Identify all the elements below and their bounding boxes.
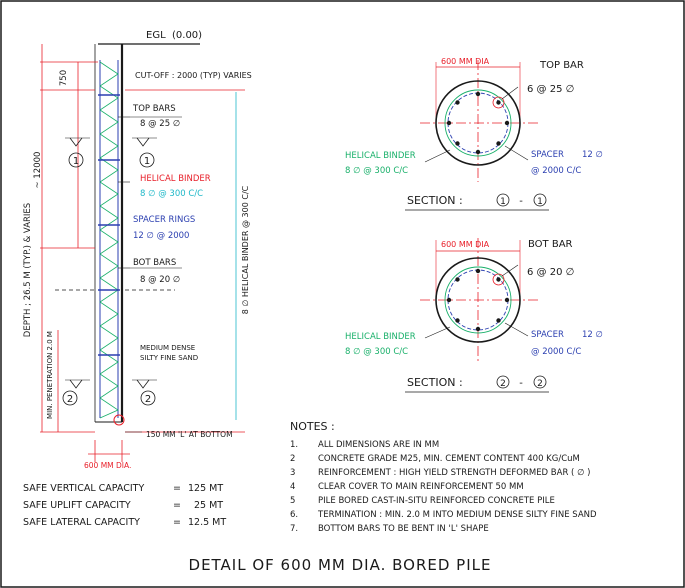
dim-750: 750 (59, 69, 69, 87)
note-number: 5 (290, 496, 296, 506)
note-number: 6. (290, 510, 299, 520)
cutoff-label: CUT-OFF : 2000 (TYP) VARIES (135, 71, 252, 80)
sec1-bar-spec: 6 @ 25 ∅ (527, 84, 575, 95)
marker-label: 1 (500, 197, 506, 207)
l-bottom-label: 150 MM 'L' AT BOTTOM (146, 430, 233, 439)
note-text: BOTTOM BARS TO BE BENT IN 'L' SHAPE (318, 524, 489, 534)
sec1-helical-label: HELICAL BINDER (345, 151, 416, 161)
note-number: 2 (290, 454, 296, 464)
capacity-eq: = (173, 500, 181, 511)
note-number: 1. (290, 440, 299, 450)
helical-binder-spec: 8 ∅ @ 300 C/C (140, 189, 204, 199)
sec2-helical-label: HELICAL BINDER (345, 332, 416, 342)
section-2-2 (345, 238, 603, 392)
sec1-caption: SECTION : (407, 194, 463, 207)
top-bars-label: TOP BARS (133, 104, 176, 114)
sec2-spacer-size: 12 ∅ (582, 330, 603, 340)
egl-label: EGL (146, 30, 166, 41)
capacity-eq: = (173, 483, 181, 494)
capacity-label: SAFE UPLIFT CAPACITY (23, 500, 131, 511)
sec2-helical-spec: 8 ∅ @ 300 C/C (345, 347, 409, 357)
capacities-block (23, 483, 226, 528)
bot-bars-spec: 8 @ 20 ∅ (140, 275, 181, 285)
sec1-helical-spec: 8 ∅ @ 300 C/C (345, 166, 409, 176)
marker-label: 2 (144, 394, 152, 405)
capacity-value: 25 MT (194, 500, 224, 511)
spacer-rings-label: SPACER RINGS (133, 215, 196, 225)
capacity-value: 12.5 MT (188, 517, 227, 528)
pile-elevation (23, 30, 252, 470)
note-text: ALL DIMENSIONS ARE IN MM (318, 440, 440, 450)
capacity-label: SAFE VERTICAL CAPACITY (23, 483, 145, 494)
egl-value: (0.00) (172, 30, 203, 41)
sec2-dash: - (519, 378, 523, 389)
section-1-1 (345, 57, 603, 210)
marker-label: 2 (537, 379, 543, 389)
sec1-dia: 600 MM DIA (441, 57, 490, 66)
marker-label: 1 (143, 156, 151, 167)
dim-helical-binder: 8 ∅ HELICAL BINDER @ 300 C/C (241, 185, 250, 315)
dim-total-depth: DEPTH ; 26.5 M (TYP.) & VARIES (23, 202, 33, 338)
bot-bars-label: BOT BARS (133, 258, 177, 268)
helical-binder-label: HELICAL BINDER (140, 174, 211, 184)
note-text: TERMINATION : MIN. 2.0 M INTO MEDIUM DENSE SILTY FINE SAND (318, 510, 597, 520)
notes-block (290, 420, 597, 534)
note-text: PILE BORED CAST-IN-SITU REINFORCED CONCRETE PILE (318, 496, 555, 506)
capacity-eq: = (173, 517, 181, 528)
marker-label: 2 (66, 394, 74, 405)
note-number: 4 (290, 482, 296, 492)
sec2-spacer-spec: @ 2000 C/C (531, 347, 582, 357)
dim-12000: ~ 12000 (33, 151, 43, 189)
sec1-bar-label: TOP BAR (540, 60, 584, 71)
soil-label: MEDIUM DENSE (140, 344, 196, 352)
sec2-bar-label: BOT BAR (528, 239, 573, 250)
helical-binder (100, 62, 118, 418)
marker-label: 1 (537, 197, 543, 207)
sec2-bar-spec: 6 @ 20 ∅ (527, 267, 575, 278)
note-text: REINFORCEMENT : HIGH YIELD STRENGTH DEFORMED BAR ( ∅ ) (318, 468, 591, 478)
sec1-spacer-label: SPACER (531, 150, 564, 160)
drawing-title: DETAIL OF 600 MM DIA. BORED PILE (188, 556, 492, 574)
soil-label-2: SILTY FINE SAND (140, 354, 199, 362)
sec2-spacer-label: SPACER (531, 330, 564, 340)
sec1-dash: - (519, 196, 523, 207)
top-bars-spec: 8 @ 25 ∅ (140, 119, 181, 129)
note-text: CONCRETE GRADE M25, MIN. CEMENT CONTENT 400 KG/CuM (318, 454, 580, 464)
spacer-rings-spec: 12 ∅ @ 2000 (133, 231, 190, 241)
sec1-spacer-size: 12 ∅ (582, 150, 603, 160)
dim-min-penetration: MIN. PENETRATION 2.0 M (46, 331, 54, 419)
sec1-spacer-spec: @ 2000 C/C (531, 166, 582, 176)
note-number: 3 (290, 468, 296, 478)
note-number: 7. (290, 524, 299, 534)
note-text: CLEAR COVER TO MAIN REINFORCEMENT 50 MM (318, 482, 524, 492)
capacity-value: 125 MT (188, 483, 224, 494)
sec2-caption: SECTION : (407, 376, 463, 389)
capacity-label: SAFE LATERAL CAPACITY (23, 517, 140, 528)
sec2-dia: 600 MM DIA (441, 240, 490, 249)
notes-title: NOTES : (290, 420, 335, 433)
marker-label: 1 (72, 156, 80, 167)
marker-label: 2 (500, 379, 506, 389)
pile-dia-label: 600 MM DIA. (84, 461, 132, 470)
